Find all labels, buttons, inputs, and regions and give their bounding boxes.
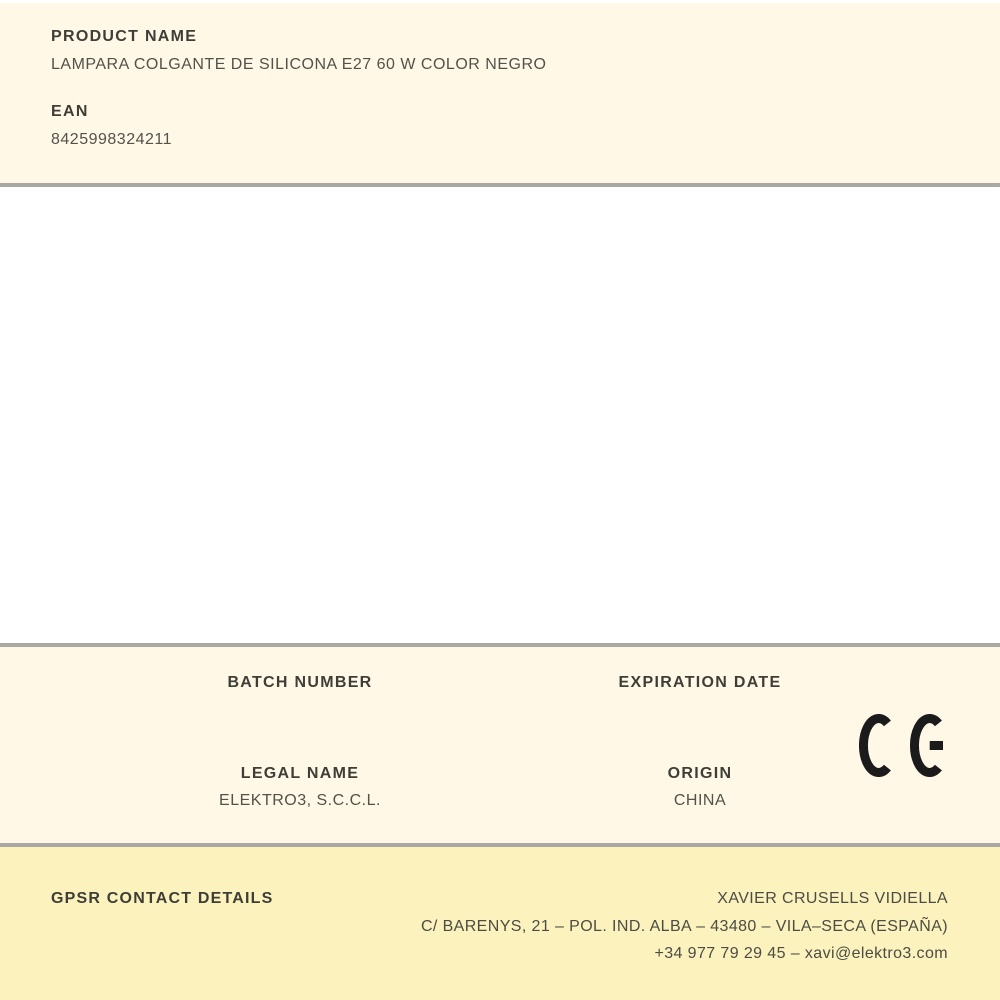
gpsr-contact-block [421,885,948,968]
details-left-column [100,674,500,810]
expiration-date-value [500,701,900,719]
ean-value: 8425998324211 [51,131,172,148]
ean-label: EAN [51,103,89,120]
batch-number-value [100,701,500,719]
product-name-label: PRODUCT NAME [51,28,198,45]
expiration-date-label: EXPIRATION DATE [618,674,782,691]
legal-name-label: LEGAL NAME [240,765,360,782]
product-details-section [0,643,1000,843]
gpsr-contact-section [0,843,1000,1000]
gpsr-contact-name: XAVIER CRUSELLS VIDIELLA [717,890,948,907]
legal-name-value: ELEKTRO3, S.C.C.L. [219,792,381,809]
gpsr-contact-address: C/ BARENYS, 21 – POL. IND. ALBA – 43480 – VILA–SECA (ESPAÑA) [420,917,948,935]
ce-mark-icon [859,714,943,777]
origin-label: ORIGIN [667,765,733,782]
gpsr-contact-label: GPSR CONTACT DETAILS [51,890,274,907]
batch-number-label: BATCH NUMBER [227,674,373,691]
product-header-section [0,3,1000,187]
product-name-value: LAMPARA COLGANTE DE SILICONA E27 60 W COLOR NEGRO [51,56,547,73]
product-image-area [0,187,1000,643]
origin-value: CHINA [673,792,727,809]
details-grid [100,647,900,810]
gpsr-contact-phone-email: +34 977 79 29 45 – xavi@elektro3.com [654,945,948,962]
details-right-column [500,674,900,810]
